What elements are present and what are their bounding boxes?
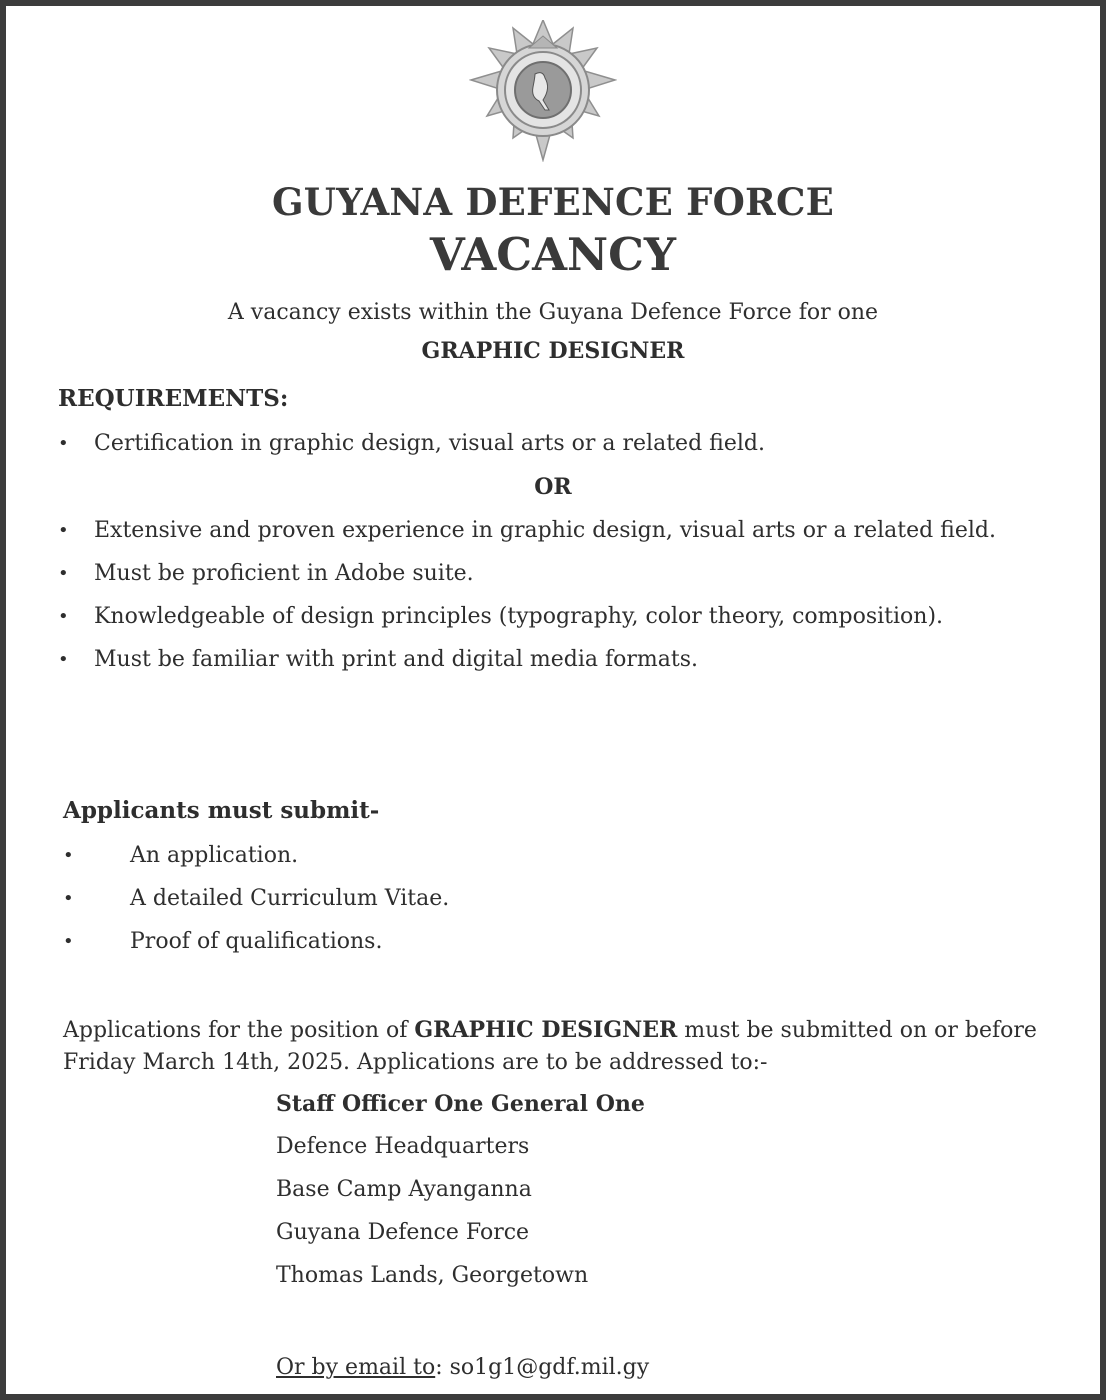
closing-paragraph: Applications for the position of GRAPHIC DESIGNER must be submitted on or before Friday March 14th, 2025. Applications are to be addressed to:- [63,1017,1037,1075]
address-block [276,1088,645,1303]
address-line: Guyana Defence Force [276,1220,530,1245]
email-address: so1g1@gdf.mil.gy [449,1355,650,1380]
address-recipient: Staff Officer One General One [276,1091,645,1117]
list-item: • A detailed Curriculum Vitae. [6,883,449,915]
bullet-icon: • [58,520,69,541]
closing-position: GRAPHIC DESIGNER [414,1017,678,1043]
bullet-icon: • [63,931,74,952]
address-line: Thomas Lands, Georgetown [276,1263,589,1288]
bullet-icon: • [58,606,69,627]
email-line: Or by email to: so1g1@gdf.mil.gy [276,1355,650,1380]
address-line: Base Camp Ayanganna [276,1177,532,1202]
guyana-defence-force-crest-icon [469,20,617,162]
list-item: • Proof of qualifications. [6,926,449,958]
intro-text: A vacancy exists within the Guyana Defence Force for one [227,300,879,325]
list-item: • Must be familiar with print and digital media formats. [6,644,1034,676]
position-title: GRAPHIC DESIGNER [421,338,685,364]
submit-list [6,840,449,969]
bullet-icon: • [63,845,74,866]
list-item: • Certification in graphic design, visual arts or a related field. [6,428,1034,460]
or-separator: OR [534,474,572,500]
requirements-list-first [6,428,1034,471]
list-item: • An application. [6,840,449,872]
list-item: • Must be proficient in Adobe suite. [6,558,1034,590]
requirements-list [6,515,1034,687]
bullet-icon: • [58,649,69,670]
bullet-icon: • [63,888,74,909]
submit-heading: Applicants must submit- [63,797,380,824]
vacancy-title: VACANCY [429,228,677,281]
address-line: Defence Headquarters [276,1134,530,1159]
organization-title: GUYANA DEFENCE FORCE [271,180,835,224]
bullet-icon: • [58,433,69,454]
requirements-heading: REQUIREMENTS: [58,385,289,412]
bullet-icon: • [58,563,69,584]
list-item: • Extensive and proven experience in graphic design, visual arts or a related field. [6,515,1034,547]
email-label: Or by email to [276,1355,436,1380]
list-item: • Knowledgeable of design principles (typography, color theory, composition). [6,601,1034,633]
